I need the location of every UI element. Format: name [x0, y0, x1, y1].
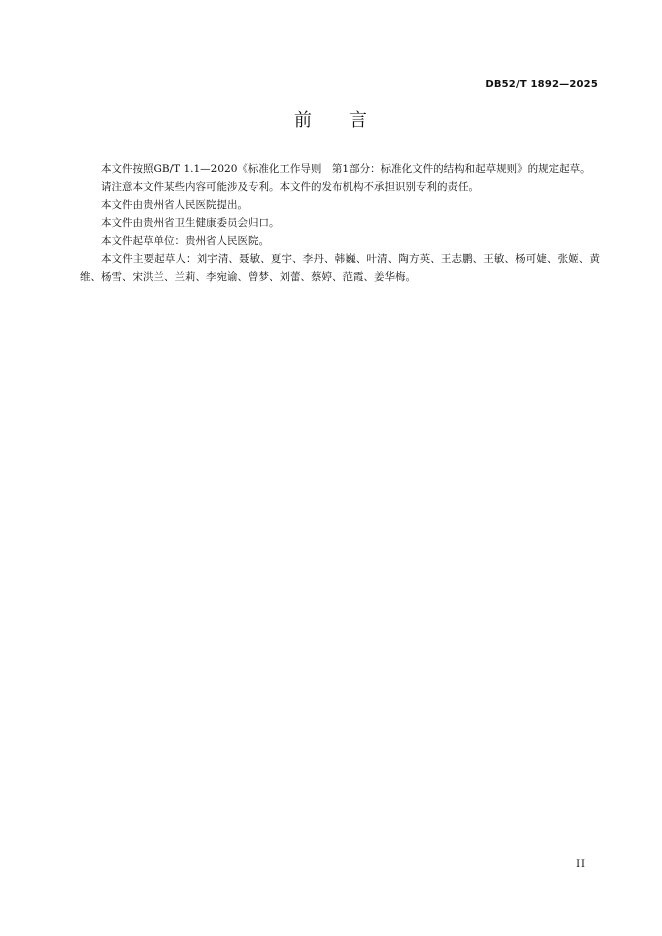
paragraph-centralizing-unit: 本文件由贵州省卫生健康委员会归口。 [101, 217, 280, 229]
paragraph-proposer: 本文件由贵州省人民医院提出。 [101, 199, 248, 211]
paragraph-drafting-unit: 本文件起草单位：贵州省人民医院。 [101, 235, 269, 247]
paragraph-standard-reference: 本文件按照GB/T 1.1—2020《标准化工作导则 第1部分：标准化文件的结构和起草规则》的规定起草。 [101, 163, 591, 175]
paragraph-drafters: 本文件主要起草人：刘宇清、聂敏、夏宇、李丹、韩巍、叶清、陶方英、王志鹏、王敏、杨可婕、张姬、黄维、杨雪、宋洪兰、兰莉、李宛谕、曾梦、刘蕾、蔡婷、范霞、姜华梅。 [80, 253, 600, 283]
page-title [0, 106, 662, 132]
document-code: DB52/T 1892—2025 [485, 79, 598, 90]
foreword-body [80, 160, 600, 286]
paragraph-patent-notice: 请注意本文件某些内容可能涉及专利。本文件的发布机构不承担识别专利的责任。 [101, 181, 479, 193]
title-char-2: 言 [349, 110, 368, 131]
page-number: II [576, 859, 586, 870]
title-char-1: 前 [294, 110, 313, 131]
